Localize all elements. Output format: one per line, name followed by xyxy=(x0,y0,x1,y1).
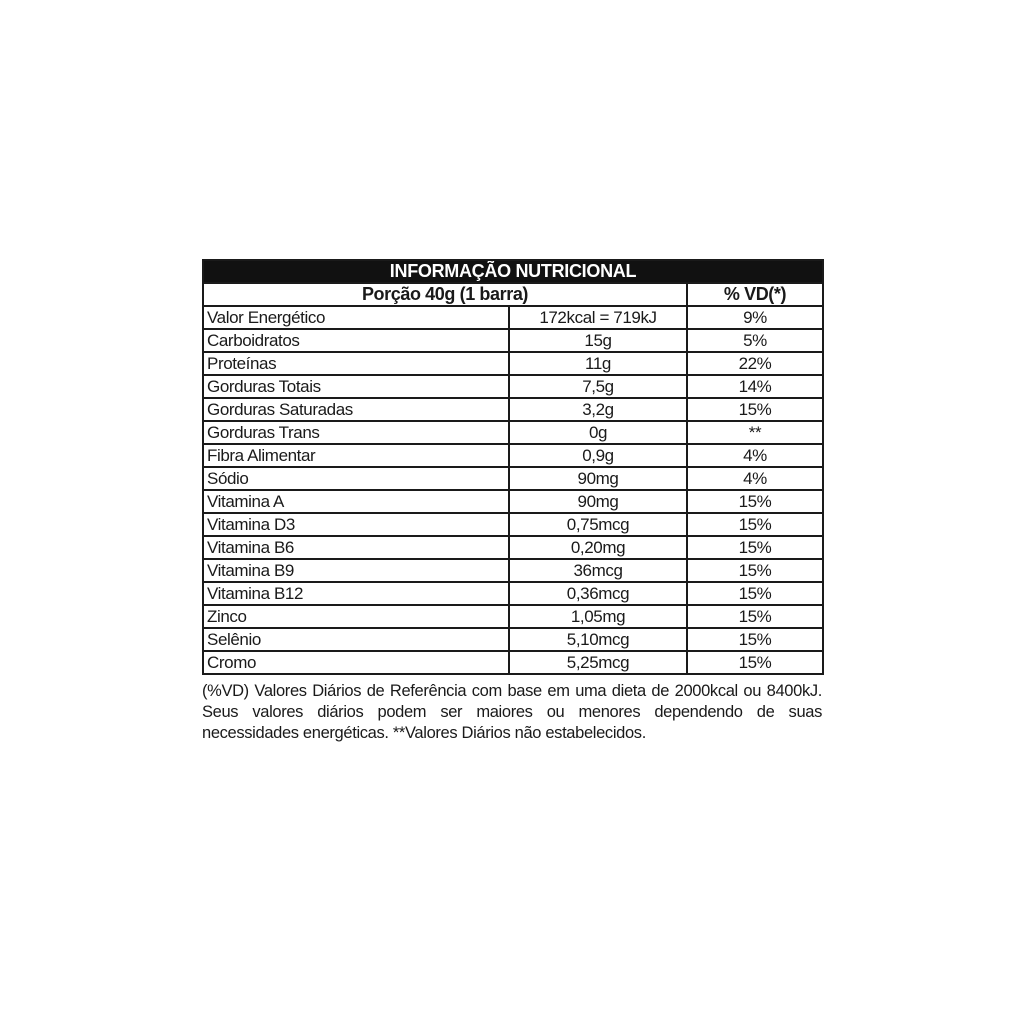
nutrient-name: Cromo xyxy=(203,651,509,674)
nutrient-amount: 11g xyxy=(509,352,687,375)
table-row xyxy=(203,605,823,628)
nutrient-dv: 15% xyxy=(687,513,823,536)
nutrient-amount: 3,2g xyxy=(509,398,687,421)
nutrient-amount: 0,36mcg xyxy=(509,582,687,605)
nutrient-dv: 14% xyxy=(687,375,823,398)
nutrient-name: Vitamina D3 xyxy=(203,513,509,536)
nutrient-dv: 9% xyxy=(687,306,823,329)
nutrient-dv: 4% xyxy=(687,444,823,467)
nutrient-dv: 15% xyxy=(687,651,823,674)
nutrient-amount: 7,5g xyxy=(509,375,687,398)
nutrient-dv: 4% xyxy=(687,467,823,490)
nutrient-amount: 1,05mg xyxy=(509,605,687,628)
dv-header: % VD(*) xyxy=(687,283,823,306)
nutrient-name: Gorduras Trans xyxy=(203,421,509,444)
nutrient-dv: 15% xyxy=(687,582,823,605)
nutrient-name: Selênio xyxy=(203,628,509,651)
nutrient-name: Vitamina A xyxy=(203,490,509,513)
table-row xyxy=(203,352,823,375)
nutrient-dv: 22% xyxy=(687,352,823,375)
nutrient-dv: 15% xyxy=(687,628,823,651)
nutrient-name: Valor Energético xyxy=(203,306,509,329)
nutrient-amount: 0,9g xyxy=(509,444,687,467)
footnote: (%VD) Valores Diários de Referência com base em uma dieta de 2000kcal ou 8400kJ. Seus valores diários podem ser maiores ou menores dependendo de suas necessidades energéticas. **Valores Diários não estabelecidos. xyxy=(202,682,822,742)
nutrient-name: Gorduras Saturadas xyxy=(203,398,509,421)
nutrient-amount: 90mg xyxy=(509,467,687,490)
nutrient-dv: 15% xyxy=(687,536,823,559)
nutrition-facts-label xyxy=(202,259,822,744)
table-row xyxy=(203,628,823,651)
nutrient-dv: ** xyxy=(687,421,823,444)
table-row xyxy=(203,651,823,674)
header-row xyxy=(203,283,823,306)
nutrient-amount: 36mcg xyxy=(509,559,687,582)
nutrient-name: Carboidratos xyxy=(203,329,509,352)
nutrition-table xyxy=(202,259,824,675)
table-row xyxy=(203,582,823,605)
nutrient-amount: 0,20mg xyxy=(509,536,687,559)
nutrient-name: Proteínas xyxy=(203,352,509,375)
nutrient-name: Fibra Alimentar xyxy=(203,444,509,467)
table-row xyxy=(203,467,823,490)
table-row xyxy=(203,329,823,352)
nutrient-dv: 15% xyxy=(687,398,823,421)
portion-header: Porção 40g (1 barra) xyxy=(203,283,687,306)
table-row xyxy=(203,490,823,513)
nutrient-dv: 15% xyxy=(687,605,823,628)
table-row xyxy=(203,306,823,329)
nutrient-name: Vitamina B9 xyxy=(203,559,509,582)
nutrient-amount: 5,10mcg xyxy=(509,628,687,651)
table-row xyxy=(203,444,823,467)
nutrient-dv: 15% xyxy=(687,559,823,582)
nutrient-name: Zinco xyxy=(203,605,509,628)
nutrient-name: Vitamina B12 xyxy=(203,582,509,605)
nutrient-amount: 15g xyxy=(509,329,687,352)
table-row xyxy=(203,375,823,398)
table-row xyxy=(203,513,823,536)
nutrient-amount: 0g xyxy=(509,421,687,444)
nutrient-amount: 90mg xyxy=(509,490,687,513)
title-row xyxy=(203,260,823,283)
label-title: INFORMAÇÃO NUTRICIONAL xyxy=(203,260,823,283)
nutrient-amount: 5,25mcg xyxy=(509,651,687,674)
nutrient-name: Gorduras Totais xyxy=(203,375,509,398)
nutrient-name: Sódio xyxy=(203,467,509,490)
nutrient-dv: 5% xyxy=(687,329,823,352)
table-row xyxy=(203,559,823,582)
nutrient-name: Vitamina B6 xyxy=(203,536,509,559)
nutrient-dv: 15% xyxy=(687,490,823,513)
nutrient-amount: 172kcal = 719kJ xyxy=(509,306,687,329)
table-row xyxy=(203,398,823,421)
table-row xyxy=(203,421,823,444)
nutrient-amount: 0,75mcg xyxy=(509,513,687,536)
table-row xyxy=(203,536,823,559)
nutrient-rows xyxy=(203,306,823,674)
